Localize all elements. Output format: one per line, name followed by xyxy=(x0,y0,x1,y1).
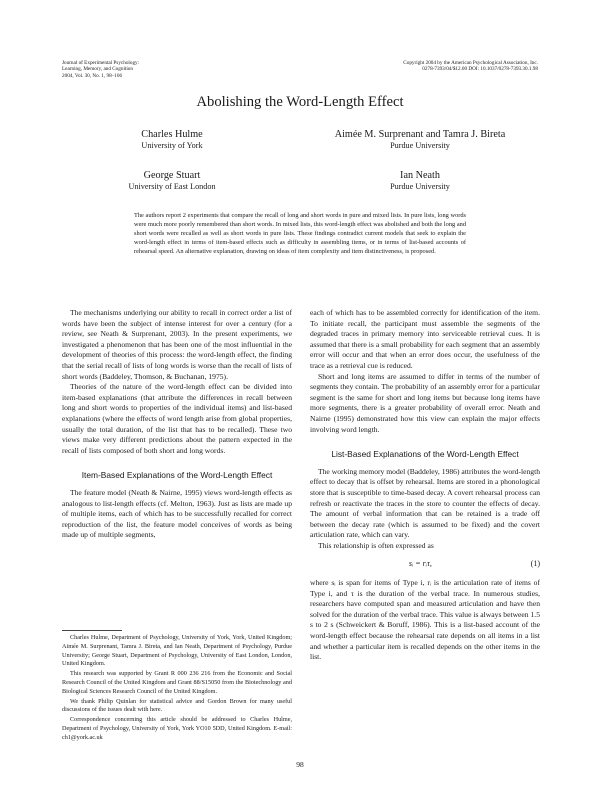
author-block-surprenant-bireta xyxy=(300,129,540,151)
author-affiliation: University of East London xyxy=(128,182,216,191)
paragraph: This relationship is often expressed as xyxy=(318,540,434,550)
author-affiliation: University of York xyxy=(141,141,203,150)
footnote-affiliations: Charles Hulme, Department of Psychology, University of York, York, United Kingdom; Aimée M. Surprenant, Tamra J. Bireta, and Ian Neath, Department of Psychology, Purdue University; George Stuart, Department of Psychology, University of East London, London, United Kingdom. xyxy=(62,634,292,668)
author-name: Aimée M. Surprenant and Tamra J. Bireta xyxy=(334,129,506,140)
equation-number: (1) xyxy=(530,559,540,569)
paragraph: Short and long items are assumed to differ in terms of the number of segments they contain. The probability of an assembly error for a particular segment is the same for short and long items but because long items have more segments, there is a greater probability of overall error. Neath and Nairne (1995) demonstrated how this view can explain the major effects involving word length. xyxy=(310,371,540,434)
author-affiliation: Purdue University xyxy=(390,141,450,150)
copyright-line-1: Copyright 2004 by the American Psychological Association, Inc. xyxy=(403,60,538,66)
article-title: Abolishing the Word-Length Effect xyxy=(196,94,404,110)
journal-line-3: 2004, Vol. 30, No. 1, 98–106 xyxy=(62,72,123,79)
author-block-stuart xyxy=(92,170,252,192)
abstract: The authors report 2 experiments that compare the recall of long and short words in pure and mixed lists. In pure lists, long words were much more poorly remembered than short words. In mixed lists, this word-length effect was abolished and both the long and short words were recalled as well as short words in pure lists. These findings contradict current models that seek to explain the word-length effect in terms of item-based effects such as difficulty in assembling items, or in terms of list-based accounts of rehearsal speed. An alternative explanation, drawing on ideas of item complexity and item distinctiveness, is proposed. xyxy=(134,212,466,256)
footnote-divider xyxy=(62,630,122,631)
journal-line-1: Journal of Experimental Psychology: xyxy=(62,60,140,66)
journal-line-2: Learning, Memory, and Cognition xyxy=(62,66,133,73)
paragraph: The mechanisms underlying our ability to recall in correct order a list of words have been the subject of intense interest for over a century (for a review, see Neath & Surprenant, 2003). In the present experiments, we investigated a phenomenon that has been one of the most influential in the development of theories of this process: the word-length effect, the finding that the serial recall of lists of long words is worse than the recall of lists of short words (Baddeley, Thomson, & Buchanan, 1975). xyxy=(62,308,292,381)
page-number: 98 xyxy=(296,760,304,769)
author-name: George Stuart xyxy=(143,170,201,181)
footnote-acknowledgments: We thank Philip Quinlan for statistical advice and Gordon Brown for many useful discussions of the issues dealt with here. xyxy=(62,697,292,714)
doi-line: 0278-7393/04/$12.00 DOI: 10.1037/0278-7393.30.1.98 xyxy=(422,66,538,73)
footnote-funding: This research was supported by Grant R 000 236 216 from the Economic and Social Research Council of the United Kingdom and Grant 88/S15050 from the Biotechnology and Biological Sciences Research Council of the United Kingdom. xyxy=(62,670,292,695)
footnotes xyxy=(62,634,292,744)
paragraph: each of which has to be assembled correctly for identification of the item. To initiate recall, the participant must assemble the segments of the degraded traces in primary memory into serviceable retrieval cues. It is assumed that there is a small probability for each segment that an assembly error will occur and that when an error does occur, the usefulness of the trace as a retrieval cue is reduced. xyxy=(310,308,540,370)
section-heading: Item-Based Explanations of the Word-Length Effect xyxy=(81,470,273,481)
equation-row xyxy=(310,559,540,570)
author-block-hulme xyxy=(92,129,252,151)
copyright-notice xyxy=(298,60,538,73)
paragraph: The working memory model (Baddeley, 1986) attributes the word-length effect to decay that is offset by rehearsal. Items are stored in a phonological store that is susceptible to time-based decay. A covert rehearsal process can refresh or reactivate the traces in the store to counter the effects of decay. The amount of verbal information that can be retained is a trade off between the decay rate (which is assumed to be fixed) and the covert articulation rate, which can vary. xyxy=(310,466,540,540)
paragraph: The feature model (Neath & Nairne, 1995) views word-length effects as analogous to list-length effects (cf. Melton, 1963). Just as lists are made up of multiple items, each of which has to be successfully recalled for correct reproduction of the list, the feature model conceives of words as being made up of multiple segments, xyxy=(62,487,292,540)
journal-citation xyxy=(62,60,262,79)
left-column xyxy=(62,308,292,541)
author-affiliation: Purdue University xyxy=(390,182,450,191)
footnote-correspondence: Correspondence concerning this article should be addressed to Charles Hulme, Department of Psychology, University of York, York YO10 5DD, United Kingdom. E-mail: ch1@york.ac.uk xyxy=(62,716,292,741)
equation: sᵢ = rᵢτ, xyxy=(408,559,432,569)
section-heading: List-Based Explanations of the Word-Length Effect xyxy=(331,449,519,460)
paragraph: where sᵢ is span for items of Type i, rᵢ is the articulation rate of items of Type i, and τ is the duration of the verbal trace. In numerous studies, researchers have computed span and measured articulation and have then solved for the duration of the verbal trace. This value is always between 1.5 s to 2 s (Schweickert & Boruff, 1986). This is a list-based account of the word-length effect because the rehearsal rate depends on all items in a list and whether a particular item is recalled depends on the other items in the list. xyxy=(310,578,540,662)
author-name: Charles Hulme xyxy=(141,129,203,140)
paragraph: Theories of the nature of the word-length effect can be divided into item-based explanations (that attribute the differences in recall between long and short words to properties of the individual items) and list-based explanations (where the effects of word length arise from global properties, usually the total duration, of the list that has to be recalled). These two views make very different predictions about the pattern expected in the recall of lists composed of both short and long words. xyxy=(62,382,292,455)
right-column xyxy=(310,308,540,663)
author-block-neath xyxy=(340,170,500,192)
author-name: Ian Neath xyxy=(400,170,440,181)
